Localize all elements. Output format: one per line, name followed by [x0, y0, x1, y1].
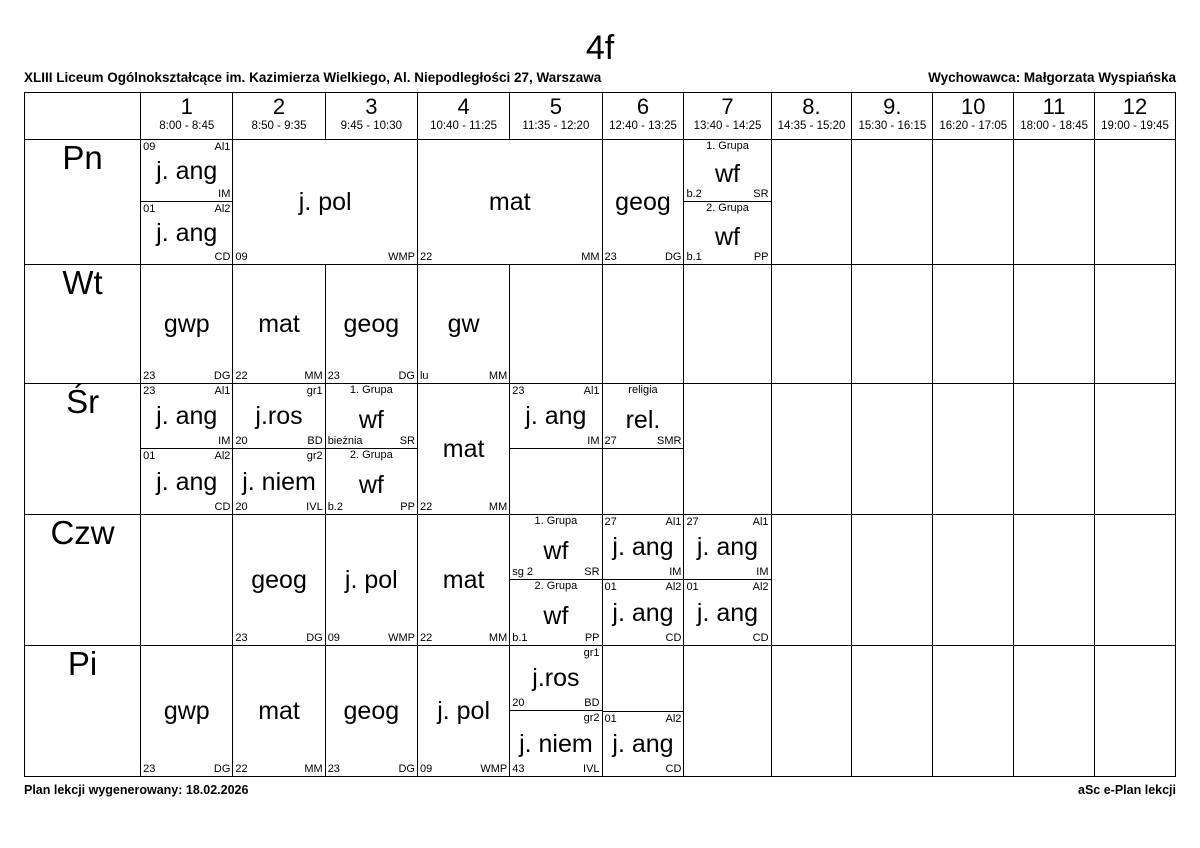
teacher-code: DG	[398, 763, 415, 775]
lesson-cell[interactable]	[510, 515, 602, 646]
lesson-cell[interactable]	[141, 265, 233, 384]
lesson-cell[interactable]	[417, 140, 602, 265]
teacher-code: IVL	[583, 763, 600, 775]
day-row-pi	[25, 646, 1176, 777]
period-number: 9.	[883, 94, 902, 119]
day-label-pi: Pi	[25, 646, 141, 777]
teacher-code: MM	[304, 370, 323, 382]
lesson-cell-empty[interactable]	[1095, 515, 1176, 646]
lesson-cell-empty[interactable]	[933, 646, 1014, 777]
day-label-wt: Wt	[25, 265, 141, 384]
room-code: 27	[604, 435, 617, 447]
period-number: 11	[1042, 94, 1066, 119]
lesson-cell[interactable]	[325, 646, 417, 777]
generated-date: Plan lekcji wygenerowany: 18.02.2026	[24, 783, 249, 797]
period-header-10	[933, 93, 1014, 140]
period-time: 10:40 - 11:25	[430, 120, 498, 132]
period-time: 8:00 - 8:45	[159, 120, 215, 132]
lesson-group-top[interactable]	[603, 384, 684, 449]
subject-name: j. ang	[156, 402, 218, 430]
subject-name: rel.	[625, 405, 661, 434]
lesson-group-bottom[interactable]	[510, 580, 601, 645]
period-time: 8:50 - 9:35	[251, 120, 307, 132]
subject-name: mat	[258, 310, 300, 338]
room-code: 01	[686, 581, 699, 593]
teacher-code: CD	[214, 501, 231, 513]
period-time: 12:40 - 13:25	[609, 120, 677, 132]
group-code: Al2	[752, 581, 769, 593]
group-code: Al1	[665, 516, 682, 528]
room-code: sg 2	[512, 566, 534, 578]
lesson-cell[interactable]	[602, 515, 684, 646]
subject-name: geog	[343, 310, 400, 338]
lesson-cell[interactable]	[141, 384, 233, 515]
group-code: gr1	[583, 647, 600, 659]
lesson-cell[interactable]	[602, 646, 684, 777]
lesson-cell[interactable]	[325, 384, 417, 515]
period-number: 6	[636, 94, 650, 119]
room-code: 22	[235, 763, 248, 775]
lesson-group-top[interactable]	[510, 384, 601, 449]
subject-name: j. niem	[242, 467, 316, 496]
lesson-cell-empty[interactable]	[852, 265, 933, 384]
room-code: 22	[235, 370, 248, 382]
subject-name: gwp	[163, 697, 210, 725]
teacher-code: DG	[213, 370, 231, 382]
group-label: 1. Grupa	[706, 140, 749, 152]
group-code: Al2	[665, 713, 682, 725]
room-code: 23	[327, 763, 340, 775]
subject-name: wf	[714, 222, 740, 251]
lesson-cell-empty[interactable]	[1095, 384, 1176, 515]
period-header-6	[602, 93, 684, 140]
lesson-group-bottom[interactable]	[233, 449, 324, 514]
period-header-11	[1014, 93, 1095, 140]
teacher-code: IM	[756, 566, 769, 578]
lesson-cell-empty[interactable]	[602, 265, 684, 384]
subject-name: geog	[343, 697, 400, 725]
subject-name: geog	[615, 188, 671, 216]
period-header-7	[684, 93, 771, 140]
group-code: Al1	[214, 385, 231, 397]
room-code: lu	[419, 370, 429, 382]
lesson-group-top[interactable]	[510, 646, 601, 711]
period-time: 15:30 - 16:15	[858, 120, 927, 132]
lesson-cell[interactable]	[417, 265, 509, 384]
lesson-cell[interactable]	[684, 140, 771, 265]
room-code: b.1	[512, 632, 528, 644]
teacher-code: MM	[304, 763, 323, 775]
lesson-cell[interactable]	[602, 384, 684, 515]
room-code: bieżnia	[327, 435, 363, 447]
period-time: 13:40 - 14:25	[693, 120, 762, 132]
lesson-group-bottom[interactable]	[603, 580, 684, 645]
subject-name: geog	[251, 566, 307, 594]
subject-name: j. ang	[156, 156, 218, 185]
subject-name: j. ang	[525, 402, 587, 430]
lesson-cell-empty[interactable]	[1095, 265, 1176, 384]
room-code: 22	[419, 501, 433, 513]
subject-name: gw	[447, 310, 480, 338]
lesson-group-bottom[interactable]	[603, 711, 684, 776]
group-code: Al1	[583, 385, 600, 397]
teacher-code: SR	[753, 188, 769, 200]
class-tutor: Wychowawca: Małgorzata Wyspiańska	[928, 70, 1176, 85]
period-header-4	[417, 93, 509, 140]
teacher-code: PP	[584, 632, 600, 644]
period-header-8	[771, 93, 852, 140]
period-time: 11:35 - 12:20	[522, 120, 590, 132]
teacher-code: IM	[218, 435, 231, 447]
lesson-cell-empty[interactable]	[684, 265, 771, 384]
lesson-cell-empty[interactable]	[1014, 140, 1095, 265]
group-label: 1. Grupa	[349, 384, 393, 396]
period-number: 5	[549, 94, 563, 119]
lesson-cell[interactable]	[417, 515, 509, 646]
room-code: 09	[419, 763, 433, 775]
day-label-sr: Śr	[25, 384, 141, 515]
subject-name: wf	[714, 160, 740, 189]
teacher-code: SR	[584, 566, 600, 578]
room-code: b.2	[686, 188, 702, 200]
room-code: 22	[419, 632, 433, 644]
teacher-code: DG	[398, 370, 415, 382]
room-code: 43	[512, 763, 525, 775]
room-code: 01	[143, 450, 156, 462]
lesson-cell[interactable]	[325, 265, 417, 384]
room-code: 23	[604, 251, 617, 263]
teacher-code: CD	[752, 632, 769, 644]
period-number: 3	[365, 94, 378, 119]
day-row-wt	[25, 265, 1176, 384]
teacher-code: CD	[214, 251, 231, 263]
school-name: XLIII Liceum Ogólnokształcące im. Kazimierza Wielkiego, Al. Niepodległości 27, Warszawa	[24, 70, 602, 85]
corner-cell	[25, 93, 141, 140]
page-title: 4f	[585, 29, 615, 67]
lesson-group-top[interactable]	[510, 515, 601, 580]
subject-name: j. ang	[156, 219, 218, 247]
teacher-code: WMP	[480, 763, 508, 775]
teacher-code: MM	[488, 501, 508, 513]
lesson-cell[interactable]	[510, 384, 602, 515]
teacher-code: PP	[400, 501, 415, 513]
lesson-cell-empty[interactable]	[933, 265, 1014, 384]
subject-name: wf	[543, 536, 569, 565]
lesson-cell-empty[interactable]	[771, 646, 852, 777]
teacher-code: MM	[488, 370, 508, 382]
period-time: 9:45 - 10:30	[340, 120, 403, 132]
period-time: 16:20 - 17:05	[939, 120, 1008, 132]
period-number: 12	[1122, 94, 1148, 119]
teacher-code: SR	[399, 435, 415, 447]
lesson-group-top[interactable]	[603, 515, 684, 580]
room-code: 09	[327, 632, 340, 644]
group-code: gr1	[306, 385, 323, 397]
lesson-cell[interactable]	[417, 384, 509, 515]
subject-name: mat	[258, 697, 300, 725]
lesson-group-bottom[interactable]	[684, 580, 770, 645]
lesson-group-top[interactable]	[684, 140, 770, 202]
teacher-code: DG	[664, 251, 682, 263]
day-row-sr	[25, 384, 1176, 515]
group-label: religia	[628, 384, 658, 396]
lesson-cell-empty[interactable]	[141, 515, 233, 646]
period-number: 1	[180, 94, 193, 119]
lesson-cell[interactable]	[233, 140, 418, 265]
teacher-code: CD	[665, 632, 682, 644]
lesson-cell[interactable]	[417, 646, 509, 777]
room-code: 09	[235, 251, 248, 263]
timetable	[24, 92, 1176, 777]
room-code: 01	[143, 203, 156, 215]
lesson-cell-empty[interactable]	[771, 140, 852, 265]
subject-name: wf	[543, 602, 569, 631]
lesson-cell[interactable]	[602, 140, 684, 265]
day-label-czw: Czw	[25, 515, 141, 646]
subject-name: mat	[488, 188, 531, 216]
lesson-cell[interactable]	[233, 265, 325, 384]
lesson-group-top[interactable]	[141, 140, 232, 202]
period-header-2	[233, 93, 325, 140]
period-header-9	[852, 93, 933, 140]
lesson-cell[interactable]	[141, 140, 233, 265]
room-code: 23	[327, 370, 340, 382]
group-code: Al1	[214, 141, 231, 153]
period-number: 2	[272, 94, 286, 119]
lesson-cell[interactable]	[233, 646, 325, 777]
room-code: 27	[604, 516, 617, 528]
lesson-cell-empty[interactable]	[1095, 140, 1176, 265]
lesson-cell[interactable]	[233, 384, 325, 515]
teacher-code: SMR	[656, 435, 682, 447]
period-header-12	[1095, 93, 1176, 140]
lesson-cell-empty[interactable]	[852, 140, 933, 265]
subject-name: wf	[358, 405, 384, 434]
lesson-group-top[interactable]	[233, 384, 324, 449]
teacher-code: IVL	[306, 501, 323, 513]
room-code: 23	[143, 385, 156, 397]
room-code: b.1	[686, 251, 702, 263]
teacher-code: PP	[753, 251, 769, 263]
subject-name: j. pol	[298, 188, 352, 216]
period-header-5	[510, 93, 602, 140]
period-number: 10	[960, 94, 986, 119]
lesson-cell-empty[interactable]	[1014, 265, 1095, 384]
subheader	[24, 70, 1176, 88]
group-label: 1. Grupa	[534, 515, 578, 527]
lesson-cell-empty[interactable]	[852, 646, 933, 777]
subject-name: j. ang	[612, 598, 674, 627]
period-time: 19:00 - 19:45	[1101, 120, 1169, 132]
lesson-group-top[interactable]	[141, 384, 232, 449]
lesson-group-top[interactable]	[326, 384, 417, 449]
period-number: 7	[721, 94, 734, 119]
period-header-3	[325, 93, 417, 140]
group-code: Al2	[214, 203, 231, 215]
subject-name: j. ang	[612, 533, 674, 561]
room-code: 27	[686, 516, 699, 528]
lesson-cell-empty[interactable]	[1014, 384, 1095, 515]
period-time: 14:35 - 15:20	[777, 120, 846, 132]
teacher-code: WMP	[388, 632, 415, 644]
lesson-cell[interactable]	[684, 515, 771, 646]
lesson-cell-empty[interactable]	[852, 384, 933, 515]
subject-name: j.ros	[532, 664, 580, 692]
subject-name: j. ang	[612, 730, 674, 758]
teacher-code: DG	[306, 632, 323, 644]
header-row	[25, 93, 1176, 140]
lesson-cell-empty[interactable]	[771, 384, 852, 515]
group-code: gr2	[306, 450, 323, 462]
lesson-cell-empty[interactable]	[684, 646, 771, 777]
lesson-cell[interactable]	[325, 515, 417, 646]
group-label: 2. Grupa	[534, 580, 578, 592]
room-code: 01	[604, 713, 617, 725]
lesson-group-bottom[interactable]	[684, 202, 770, 264]
lesson-cell[interactable]	[510, 646, 602, 777]
subject-name: j. ang	[696, 598, 759, 627]
subject-name: j. ang	[156, 467, 218, 496]
lesson-cell-empty[interactable]	[933, 515, 1014, 646]
group-code: Al1	[752, 516, 769, 528]
lesson-cell-empty[interactable]	[510, 265, 602, 384]
room-code: 23	[143, 763, 156, 775]
lesson-cell-empty[interactable]	[852, 515, 933, 646]
product-name: aSc e-Plan lekcji	[1078, 783, 1176, 797]
lesson-cell-empty[interactable]	[684, 384, 771, 515]
group-label: 2. Grupa	[706, 202, 749, 214]
subject-name: mat	[442, 435, 485, 463]
room-code: 20	[235, 501, 248, 513]
day-label-pn: Pn	[25, 140, 141, 265]
subject-name: j. pol	[437, 697, 491, 725]
footer	[24, 783, 1176, 801]
group-code: Al2	[214, 450, 231, 462]
teacher-code: WMP	[388, 251, 415, 263]
lesson-group-top[interactable]	[684, 515, 770, 580]
period-header-1	[141, 93, 233, 140]
teacher-code: BD	[584, 697, 600, 709]
day-row-czw	[25, 515, 1176, 646]
room-code: 23	[143, 370, 156, 382]
group-code: gr2	[583, 712, 600, 724]
room-code: 23	[235, 632, 248, 644]
period-number: 4	[457, 94, 470, 119]
teacher-code: BD	[307, 435, 323, 447]
subject-name: mat	[442, 566, 485, 594]
lesson-cell-empty[interactable]	[771, 265, 852, 384]
teacher-code: CD	[665, 763, 682, 775]
teacher-code: IM	[587, 435, 600, 447]
subject-name: wf	[358, 471, 384, 500]
lesson-group-bottom[interactable]	[326, 449, 417, 514]
lesson-group-bottom[interactable]	[510, 711, 601, 776]
subject-name: j. pol	[344, 566, 398, 594]
lesson-cell-empty[interactable]	[933, 140, 1014, 265]
lesson-cell-empty[interactable]	[1014, 515, 1095, 646]
lesson-cell-empty[interactable]	[1014, 646, 1095, 777]
teacher-code: MM	[581, 251, 600, 263]
group-code: Al2	[665, 581, 682, 593]
period-time: 18:00 - 18:45	[1020, 120, 1088, 132]
subject-name: gwp	[163, 310, 210, 338]
lesson-group-bottom[interactable]	[141, 449, 232, 514]
period-number: 8.	[802, 94, 821, 119]
room-code: 09	[143, 141, 156, 153]
room-code: 20	[512, 697, 525, 709]
teacher-code: IM	[218, 188, 231, 200]
room-code: 22	[419, 251, 433, 263]
lesson-cell[interactable]	[233, 515, 325, 646]
room-code: 23	[512, 385, 525, 397]
lesson-cell-empty[interactable]	[933, 384, 1014, 515]
lesson-slot-empty	[603, 646, 684, 711]
room-code: 20	[235, 435, 248, 447]
room-code: 01	[604, 581, 617, 593]
day-row-pn	[25, 140, 1176, 265]
subject-name: j. niem	[519, 729, 593, 758]
lesson-group-bottom[interactable]	[141, 202, 232, 264]
subject-name: j.ros	[255, 402, 303, 430]
lesson-cell-empty[interactable]	[1095, 646, 1176, 777]
teacher-code: MM	[488, 632, 508, 644]
room-code: b.2	[327, 501, 343, 513]
teacher-code: DG	[213, 763, 231, 775]
subject-name: j. ang	[696, 533, 759, 561]
lesson-cell[interactable]	[141, 646, 233, 777]
lesson-cell-empty[interactable]	[771, 515, 852, 646]
group-label: 2. Grupa	[349, 449, 393, 461]
teacher-code: IM	[669, 566, 682, 578]
